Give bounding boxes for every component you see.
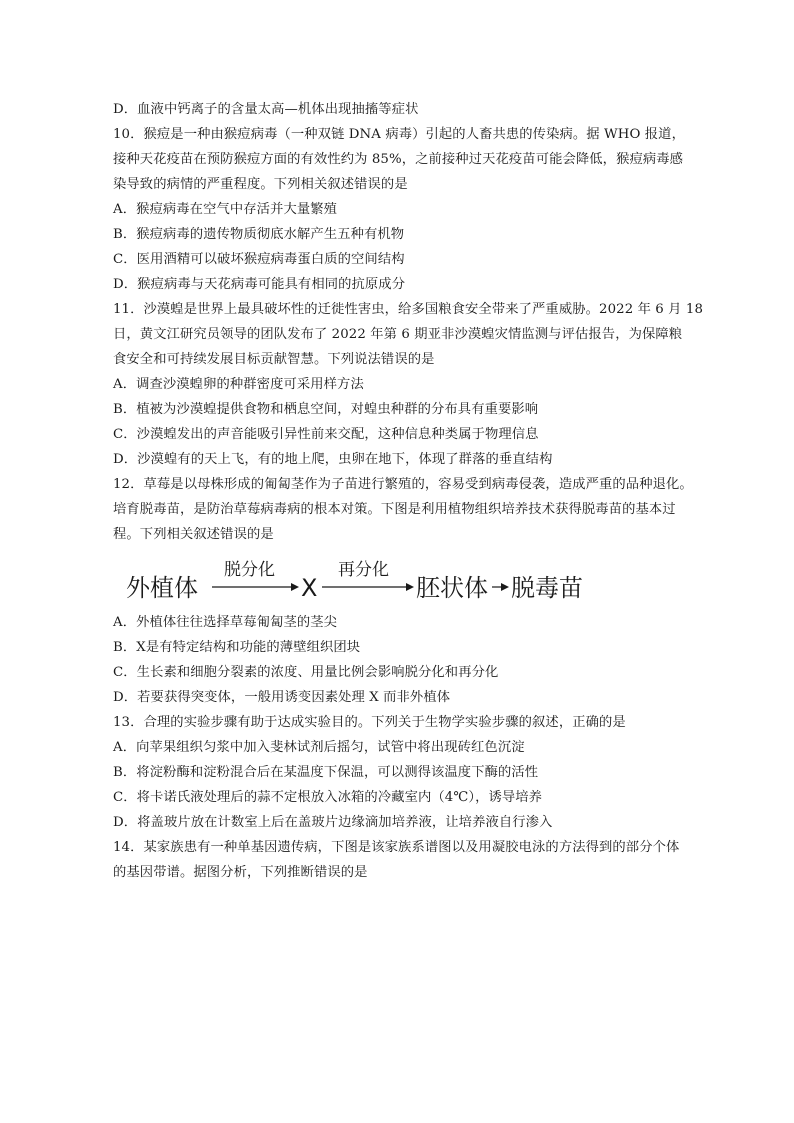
q11-option-d: D．沙漠蝗有的天上飞，有的地上爬，虫卵在地下，体现了群落的垂直结构 bbox=[113, 452, 553, 467]
q10-option-d: D．猴痘病毒与天花病毒可能具有相同的抗原成分 bbox=[113, 277, 406, 292]
q10-option-a: A．猴痘病毒在空气中存活并大量繁殖 bbox=[113, 202, 338, 217]
arrow-head-3 bbox=[501, 583, 509, 591]
arrow-head-2 bbox=[406, 583, 414, 591]
flow-node-embryoid: 胚状体 bbox=[416, 574, 488, 602]
flow-node-explant: 外植体 bbox=[126, 574, 198, 602]
tissue-culture-flow-diagram bbox=[126, 560, 646, 605]
flow-node-virus-free-seedling: 脱毒苗 bbox=[511, 574, 583, 602]
q12-option-c: C．生长素和细胞分裂素的浓度、用量比例会影响脱分化和再分化 bbox=[113, 665, 499, 680]
q12-option-b: B．X是有特定结构和功能的薄壁组织团块 bbox=[113, 640, 361, 655]
q13-option-b: B．将淀粉酶和淀粉混合后在某温度下保温，可以测得该温度下酶的活性 bbox=[113, 765, 539, 780]
q11-option-b: B．植被为沙漠蝗提供食物和栖息空间，对蝗虫种群的分布具有重要影响 bbox=[113, 402, 539, 417]
q11-stem-line-2: 日，黄文江研究员领导的团队发布了 2022 年第 6 期亚非沙漠蝗灾情监测与评估报告，为保障粮 bbox=[113, 327, 683, 342]
q13-option-c: C．将卡诺氏液处理后的蒜不定根放入冰箱的冷藏室内（4℃），诱导培养 bbox=[113, 790, 543, 805]
q11-stem-line-1: 11．沙漠蝗是世界上最具破坏性的迁徙性害虫，给多国粮食安全带来了严重威胁。2022 年 6 月 18 bbox=[113, 302, 704, 317]
q14-stem-line-2: 的基因带谱。据图分析，下列推断错误的是 bbox=[113, 865, 368, 880]
q12-stem-line-1: 12．草莓是以母株形成的匍匐茎作为子苗进行繁殖的，容易受到病毒侵袭，造成严重的品种退化。 bbox=[113, 477, 693, 492]
q11-option-a: A．调查沙漠蝗卵的种群密度可采用样方法 bbox=[113, 377, 364, 392]
q12-option-a: A．外植体往往选择草莓匍匐茎的茎尖 bbox=[113, 615, 338, 630]
q14-stem-line-1: 14．某家族患有一种单基因遗传病，下图是该家族系谱图以及用凝胶电泳的方法得到的部分个体 bbox=[113, 840, 680, 855]
q12-stem-line-3: 程。下列相关叙述错误的是 bbox=[113, 527, 274, 542]
q11-stem-line-3: 食安全和可持续发展目标贡献智慧。下列说法错误的是 bbox=[113, 352, 435, 367]
q12-option-d: D．若要获得突变体，一般用诱变因素处理 X 而非外植体 bbox=[113, 690, 451, 705]
flow-step-redifferentiation: 再分化 bbox=[338, 560, 389, 580]
q11-option-c: C．沙漠蝗发出的声音能吸引异性前来交配，这种信息种类属于物理信息 bbox=[113, 427, 539, 442]
flow-step-dedifferentiation: 脱分化 bbox=[224, 560, 275, 580]
q13-option-d: D．将盖玻片放在计数室上后在盖玻片边缘滴加培养液，让培养液自行渗入 bbox=[113, 815, 553, 830]
q10-stem-line-2: 接种天花疫苗在预防猴痘方面的有效性约为 85%，之前接种过天花疫苗可能会降低，猴痘病毒感 bbox=[113, 152, 684, 167]
q12-stem-line-2: 培育脱毒苗，是防治草莓病毒病的根本对策。下图是利用植物组织培养技术获得脱毒苗的基本过 bbox=[113, 502, 676, 517]
q10-option-c: C．医用酒精可以破坏猴痘病毒蛋白质的空间结构 bbox=[113, 252, 405, 267]
q9-option-d: D．血液中钙离子的含量太高—机体出现抽搐等症状 bbox=[113, 102, 419, 117]
flow-node-x: X bbox=[301, 574, 318, 602]
arrow-head-1 bbox=[291, 583, 299, 591]
q10-stem-line-3: 染导致的病情的严重程度。下列相关叙述错误的是 bbox=[113, 177, 408, 192]
q10-stem-line-1: 10．猴痘是一种由猴痘病毒（一种双链 DNA 病毒）引起的人畜共患的传染病。据 WHO 报道， bbox=[113, 127, 685, 142]
q13-option-a: A．向苹果组织匀浆中加入斐林试剂后摇匀，试管中将出现砖红色沉淀 bbox=[113, 740, 525, 755]
q10-option-b: B．猴痘病毒的遗传物质彻底水解产生五种有机物 bbox=[113, 227, 405, 242]
q13-stem: 13．合理的实验步骤有助于达成实验目的。下列关于生物学实验步骤的叙述，正确的是 bbox=[113, 715, 626, 730]
